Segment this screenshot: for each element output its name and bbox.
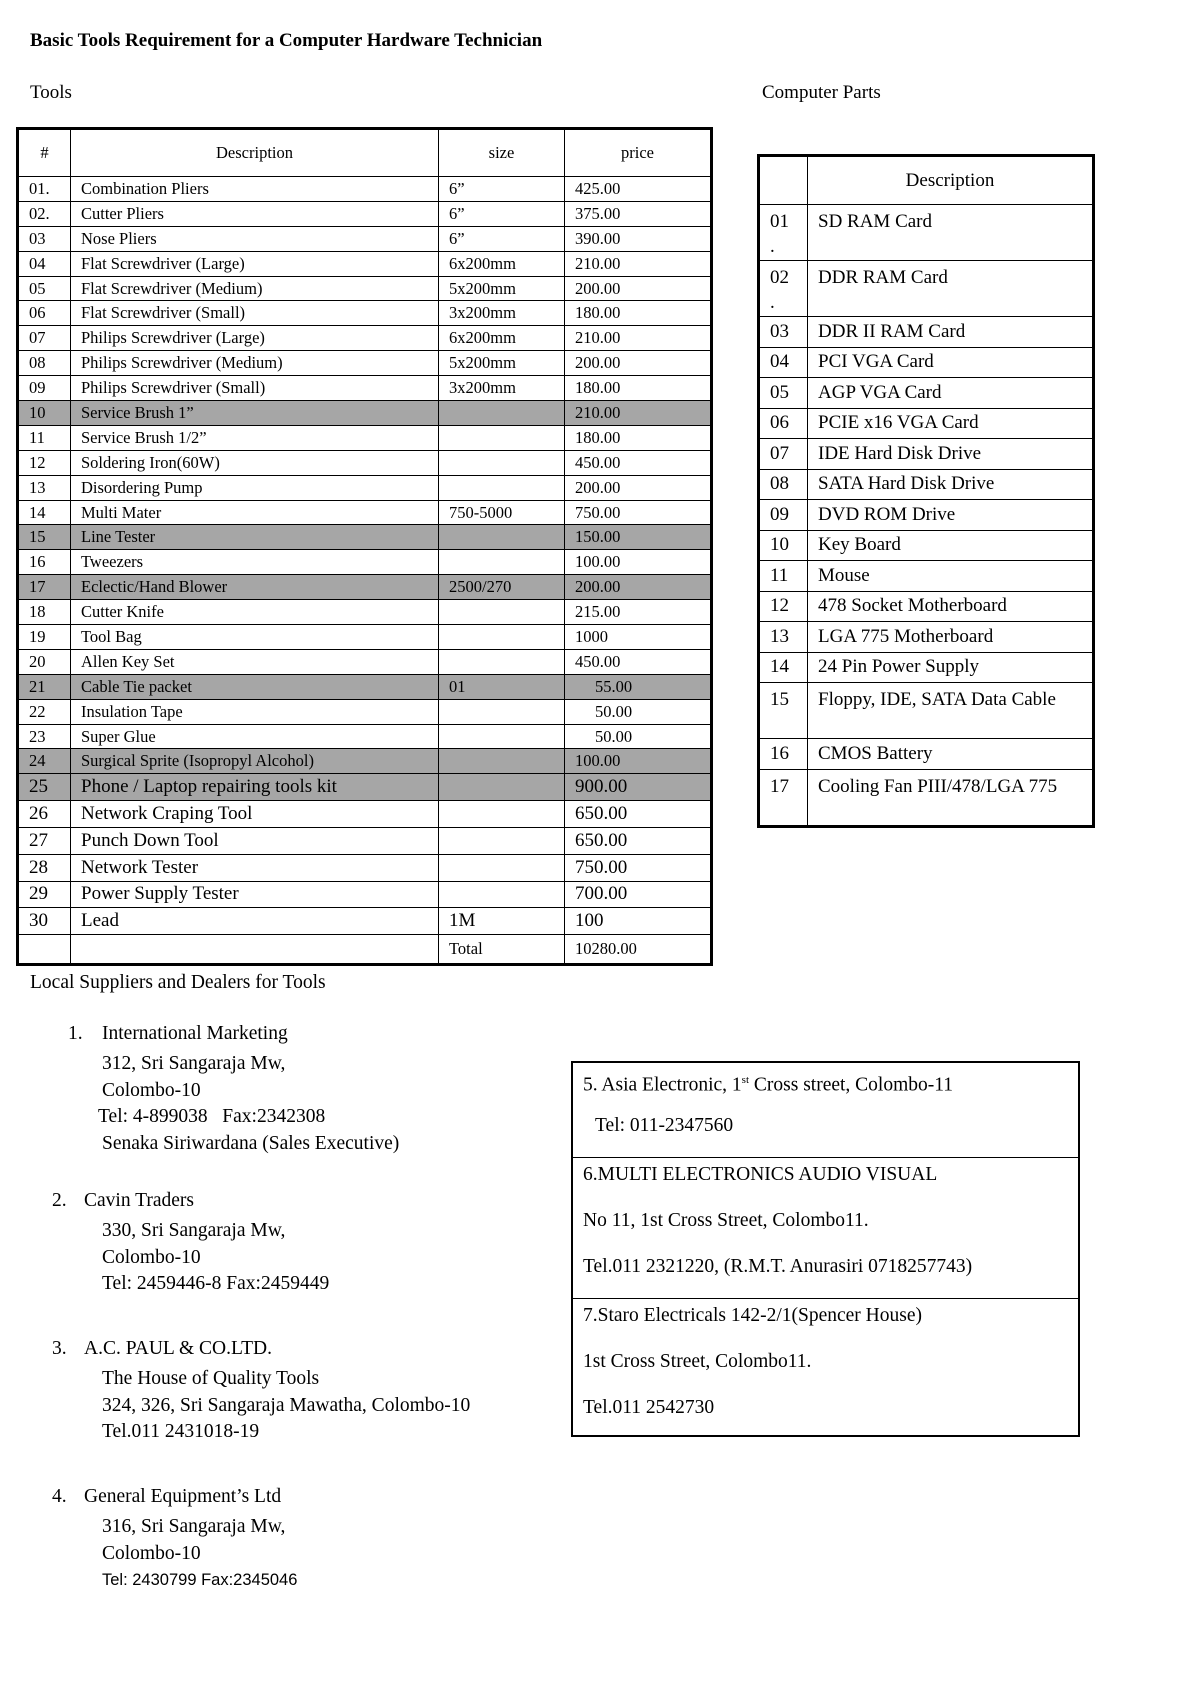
- table-row: [19, 401, 711, 426]
- part-number: 06: [760, 408, 808, 439]
- table-row: [19, 749, 711, 774]
- row-number: 01.: [19, 177, 71, 202]
- supplier-contact: Senaka Siriwardana (Sales Executive): [102, 1132, 400, 1154]
- supplier-box-cell: [573, 1299, 1078, 1435]
- tool-price: 390.00: [565, 226, 711, 251]
- row-number: 18: [19, 600, 71, 625]
- supplier-name: International Marketing: [102, 1023, 288, 1044]
- table-row: [19, 550, 711, 575]
- row-number: 09: [19, 376, 71, 401]
- table-row: [19, 774, 711, 801]
- row-number: 24: [19, 749, 71, 774]
- tool-price: 900.00: [565, 774, 711, 801]
- total-row: [19, 935, 711, 964]
- row-number: 04: [19, 251, 71, 276]
- part-number: 03: [760, 317, 808, 348]
- tool-price: 180.00: [565, 376, 711, 401]
- suppliers-heading: Local Suppliers and Dealers for Tools: [30, 972, 326, 993]
- part-description: PCI VGA Card: [808, 347, 1093, 378]
- tool-price: 425.00: [565, 177, 711, 202]
- part-number: 02 .: [760, 261, 808, 317]
- supplier-name: 7.Staro Electricals 142-2/1(Spencer House): [583, 1305, 922, 1326]
- tool-description: Lead: [71, 908, 439, 935]
- row-number: 03: [19, 226, 71, 251]
- tool-description: Network Tester: [71, 854, 439, 881]
- table-row: [19, 351, 711, 376]
- tool-size: [439, 699, 565, 724]
- tools-table-header: [19, 130, 711, 177]
- row-number: 26: [19, 801, 71, 828]
- part-number: 14: [760, 652, 808, 683]
- row-number: 17: [19, 575, 71, 600]
- row-number: 07: [19, 326, 71, 351]
- supplier-address: 316, Sri Sangaraja Mw,: [102, 1516, 286, 1537]
- table-row: [19, 425, 711, 450]
- part-number: 07: [760, 439, 808, 470]
- tool-size: [439, 600, 565, 625]
- table-row: [19, 376, 711, 401]
- table-row: [760, 769, 1093, 825]
- table-row: [760, 205, 1093, 261]
- tool-size: 750-5000: [439, 500, 565, 525]
- supplier-phone: Tel.011 2321220, (R.M.T. Anurasiri 0718257743): [583, 1256, 973, 1277]
- tool-size: 3x200mm: [439, 376, 565, 401]
- row-number: 10: [19, 401, 71, 426]
- supplier-name: General Equipment’s Ltd: [84, 1486, 282, 1507]
- table-row: [760, 591, 1093, 622]
- row-number: 15: [19, 525, 71, 550]
- tool-price: 210.00: [565, 401, 711, 426]
- part-number: 13: [760, 622, 808, 653]
- table-row: [760, 622, 1093, 653]
- part-number: 04: [760, 347, 808, 378]
- part-number: 17: [760, 769, 808, 825]
- tool-description: Cutter Knife: [71, 600, 439, 625]
- supplier-box-cell: [573, 1063, 1078, 1158]
- tool-description: Tool Bag: [71, 625, 439, 650]
- column-header-number: [760, 157, 808, 205]
- part-number: 15: [760, 683, 808, 739]
- tool-size: [439, 827, 565, 854]
- tool-size: [439, 774, 565, 801]
- supplier-number: 1.: [68, 1023, 83, 1044]
- supplier-address: 1st Cross Street, Colombo11.: [583, 1351, 812, 1372]
- supplier-name: Cavin Traders: [84, 1190, 194, 1211]
- tool-size: [439, 724, 565, 749]
- supplier-name: A.C. PAUL & CO.LTD.: [84, 1338, 272, 1359]
- tool-description: Phone / Laptop repairing tools kit: [71, 774, 439, 801]
- supplier-address: 330, Sri Sangaraja Mw,: [102, 1220, 286, 1241]
- part-description: Mouse: [808, 561, 1093, 592]
- tool-price: 750.00: [565, 500, 711, 525]
- table-row: [19, 301, 711, 326]
- table-row: [760, 439, 1093, 470]
- table-row: [760, 378, 1093, 409]
- part-description: SD RAM Card: [808, 205, 1093, 261]
- computer-parts-heading: Computer Parts: [762, 82, 881, 103]
- supplier-number: 4.: [52, 1486, 67, 1507]
- part-description: Floppy, IDE, SATA Data Cable: [808, 683, 1093, 739]
- tool-description: Soldering Iron(60W): [71, 450, 439, 475]
- column-header-number: #: [19, 130, 71, 177]
- table-row: [760, 530, 1093, 561]
- table-row: [760, 469, 1093, 500]
- tool-price: 650.00: [565, 801, 711, 828]
- tool-size: 5x200mm: [439, 351, 565, 376]
- table-row: [19, 908, 711, 935]
- tool-description: Multi Mater: [71, 500, 439, 525]
- tool-description: Disordering Pump: [71, 475, 439, 500]
- table-row: [19, 276, 711, 301]
- tools-heading: Tools: [30, 82, 72, 103]
- row-number: 30: [19, 908, 71, 935]
- supplier-phone: Tel: 011-2347560: [595, 1115, 734, 1136]
- supplier-address: 324, 326, Sri Sangaraja Mawatha, Colombo-10: [102, 1394, 471, 1416]
- table-row: [760, 317, 1093, 348]
- table-row: [19, 251, 711, 276]
- supplier-phone: Tel.011 2542730: [583, 1397, 715, 1418]
- table-row: [760, 408, 1093, 439]
- table-row: [19, 326, 711, 351]
- tool-description: Insulation Tape: [71, 699, 439, 724]
- tool-price: 100: [565, 908, 711, 935]
- row-number: 05: [19, 276, 71, 301]
- part-description: LGA 775 Motherboard: [808, 622, 1093, 653]
- tool-price: 55.00: [565, 674, 711, 699]
- supplier-city: Colombo-10: [102, 1542, 201, 1564]
- tool-description: Philips Screwdriver (Medium): [71, 351, 439, 376]
- table-row: [19, 801, 711, 828]
- supplier-box-cell: [573, 1158, 1078, 1299]
- row-number: 19: [19, 625, 71, 650]
- supplier-number: 3.: [52, 1338, 67, 1359]
- tool-size: [439, 550, 565, 575]
- column-header-description: Description: [71, 130, 439, 177]
- table-row: [19, 674, 711, 699]
- tool-size: 6”: [439, 226, 565, 251]
- tool-price: 180.00: [565, 301, 711, 326]
- supplier-name: 6.MULTI ELECTRONICS AUDIO VISUAL: [583, 1164, 938, 1185]
- supplier-phone: Tel: 4-899038 Fax:2342308: [98, 1106, 326, 1127]
- table-row: [760, 500, 1093, 531]
- tool-size: 6”: [439, 177, 565, 202]
- part-description: PCIE x16 VGA Card: [808, 408, 1093, 439]
- tool-price: 200.00: [565, 276, 711, 301]
- empty-cell: [71, 935, 439, 964]
- tool-description: Combination Pliers: [71, 177, 439, 202]
- part-number: 05: [760, 378, 808, 409]
- tool-price: 200.00: [565, 351, 711, 376]
- tool-price: 450.00: [565, 649, 711, 674]
- part-number: 16: [760, 739, 808, 770]
- table-row: [19, 724, 711, 749]
- tool-description: Eclectic/Hand Blower: [71, 575, 439, 600]
- tool-size: [439, 749, 565, 774]
- tool-description: Line Tester: [71, 525, 439, 550]
- tool-description: Network Craping Tool: [71, 801, 439, 828]
- row-number: 22: [19, 699, 71, 724]
- row-number: 28: [19, 854, 71, 881]
- tool-size: [439, 649, 565, 674]
- table-row: [19, 226, 711, 251]
- tool-price: 215.00: [565, 600, 711, 625]
- tool-description: Super Glue: [71, 724, 439, 749]
- tool-description: Flat Screwdriver (Small): [71, 301, 439, 326]
- part-description: 478 Socket Motherboard: [808, 591, 1093, 622]
- part-number: 01 .: [760, 205, 808, 261]
- row-number: 06: [19, 301, 71, 326]
- part-description: Key Board: [808, 530, 1093, 561]
- column-header-size: size: [439, 130, 565, 177]
- supplier-name-address: 5. Asia Electronic, 1st Cross street, Colombo-11: [583, 1074, 954, 1096]
- row-number: 12: [19, 450, 71, 475]
- computer-parts-table: [759, 156, 1093, 826]
- tool-size: [439, 854, 565, 881]
- tool-price: 200.00: [565, 575, 711, 600]
- tool-size: 6x200mm: [439, 326, 565, 351]
- table-row: [760, 739, 1093, 770]
- supplier-box: [571, 1061, 1080, 1437]
- row-number: 14: [19, 500, 71, 525]
- total-value: 10280.00: [565, 935, 711, 964]
- document-title: Basic Tools Requirement for a Computer Hardware Technician: [30, 30, 543, 51]
- table-row: [19, 881, 711, 908]
- tool-description: Tweezers: [71, 550, 439, 575]
- tool-size: [439, 425, 565, 450]
- row-number: 20: [19, 649, 71, 674]
- row-number: 11: [19, 425, 71, 450]
- part-number: 10: [760, 530, 808, 561]
- table-row: [760, 683, 1093, 739]
- table-row: [19, 854, 711, 881]
- row-number: 13: [19, 475, 71, 500]
- tool-size: 5x200mm: [439, 276, 565, 301]
- row-number: 21: [19, 674, 71, 699]
- supplier-address: 312, Sri Sangaraja Mw,: [102, 1053, 286, 1074]
- tool-size: [439, 475, 565, 500]
- part-number: 12: [760, 591, 808, 622]
- table-row: [19, 600, 711, 625]
- tool-description: Service Brush 1/2”: [71, 425, 439, 450]
- row-number: 08: [19, 351, 71, 376]
- supplier-phone: Tel.011 2431018-19: [102, 1421, 260, 1442]
- tool-size: [439, 525, 565, 550]
- tool-description: Philips Screwdriver (Large): [71, 326, 439, 351]
- tool-price: 180.00: [565, 425, 711, 450]
- supplier-phone: Tel: 2430799 Fax:2345046: [102, 1571, 298, 1589]
- tool-price: 150.00: [565, 525, 711, 550]
- supplier-city: Colombo-10: [102, 1079, 201, 1101]
- supplier-tagline: The House of Quality Tools: [102, 1368, 320, 1389]
- parts-table-header: [760, 157, 1093, 205]
- table-row: [19, 575, 711, 600]
- column-header-description: Description: [808, 157, 1093, 205]
- tool-price: 1000: [565, 625, 711, 650]
- tool-price: 750.00: [565, 854, 711, 881]
- part-description: AGP VGA Card: [808, 378, 1093, 409]
- row-number: 25: [19, 774, 71, 801]
- tool-size: [439, 881, 565, 908]
- part-description: IDE Hard Disk Drive: [808, 439, 1093, 470]
- tool-price: 210.00: [565, 326, 711, 351]
- table-row: [760, 261, 1093, 317]
- table-row: [760, 347, 1093, 378]
- tool-size: [439, 625, 565, 650]
- tool-description: Allen Key Set: [71, 649, 439, 674]
- table-row: [19, 649, 711, 674]
- tool-size: 1M: [439, 908, 565, 935]
- tool-price: 50.00: [565, 699, 711, 724]
- table-row: [19, 450, 711, 475]
- supplier-city: Colombo-10: [102, 1246, 201, 1268]
- part-number: 08: [760, 469, 808, 500]
- part-description: SATA Hard Disk Drive: [808, 469, 1093, 500]
- tool-price: 375.00: [565, 201, 711, 226]
- table-row: [19, 827, 711, 854]
- tool-price: 200.00: [565, 475, 711, 500]
- tool-price: 700.00: [565, 881, 711, 908]
- tool-description: Flat Screwdriver (Medium): [71, 276, 439, 301]
- part-description: DDR RAM Card: [808, 261, 1093, 317]
- table-row: [19, 525, 711, 550]
- part-number: 11: [760, 561, 808, 592]
- table-row: [760, 652, 1093, 683]
- tool-description: Cable Tie packet: [71, 674, 439, 699]
- tool-price: 210.00: [565, 251, 711, 276]
- tool-size: [439, 801, 565, 828]
- table-row: [19, 475, 711, 500]
- part-description: CMOS Battery: [808, 739, 1093, 770]
- tool-description: Punch Down Tool: [71, 827, 439, 854]
- supplier-address: No 11, 1st Cross Street, Colombo11.: [583, 1210, 869, 1231]
- tool-size: 3x200mm: [439, 301, 565, 326]
- part-number: 09: [760, 500, 808, 531]
- tool-size: 6”: [439, 201, 565, 226]
- tool-size: [439, 450, 565, 475]
- table-row: [19, 699, 711, 724]
- row-number: 29: [19, 881, 71, 908]
- table-row: [19, 625, 711, 650]
- part-description: DVD ROM Drive: [808, 500, 1093, 531]
- part-description: 24 Pin Power Supply: [808, 652, 1093, 683]
- table-row: [19, 500, 711, 525]
- tool-description: Philips Screwdriver (Small): [71, 376, 439, 401]
- tool-price: 450.00: [565, 450, 711, 475]
- row-number: 23: [19, 724, 71, 749]
- tool-size: 2500/270: [439, 575, 565, 600]
- tool-price: 650.00: [565, 827, 711, 854]
- tool-description: Nose Pliers: [71, 226, 439, 251]
- supplier-number: 2.: [52, 1190, 67, 1211]
- tool-price: 100.00: [565, 749, 711, 774]
- row-number: 02.: [19, 201, 71, 226]
- tool-description: Service Brush 1”: [71, 401, 439, 426]
- tool-size: 6x200mm: [439, 251, 565, 276]
- tools-table: [18, 129, 711, 964]
- total-label: Total: [439, 935, 565, 964]
- tool-size: [439, 401, 565, 426]
- tool-price: 50.00: [565, 724, 711, 749]
- tool-size: 01: [439, 674, 565, 699]
- supplier-phone: Tel: 2459446-8 Fax:2459449: [102, 1273, 330, 1294]
- tool-price: 100.00: [565, 550, 711, 575]
- table-row: [19, 177, 711, 202]
- tool-description: Surgical Sprite (Isopropyl Alcohol): [71, 749, 439, 774]
- row-number: 27: [19, 827, 71, 854]
- tool-description: Flat Screwdriver (Large): [71, 251, 439, 276]
- table-row: [19, 201, 711, 226]
- tool-description: Cutter Pliers: [71, 201, 439, 226]
- empty-cell: [19, 935, 71, 964]
- tool-description: Power Supply Tester: [71, 881, 439, 908]
- column-header-price: price: [565, 130, 711, 177]
- part-description: DDR II RAM Card: [808, 317, 1093, 348]
- row-number: 16: [19, 550, 71, 575]
- table-row: [760, 561, 1093, 592]
- part-description: Cooling Fan PIII/478/LGA 775: [808, 769, 1093, 825]
